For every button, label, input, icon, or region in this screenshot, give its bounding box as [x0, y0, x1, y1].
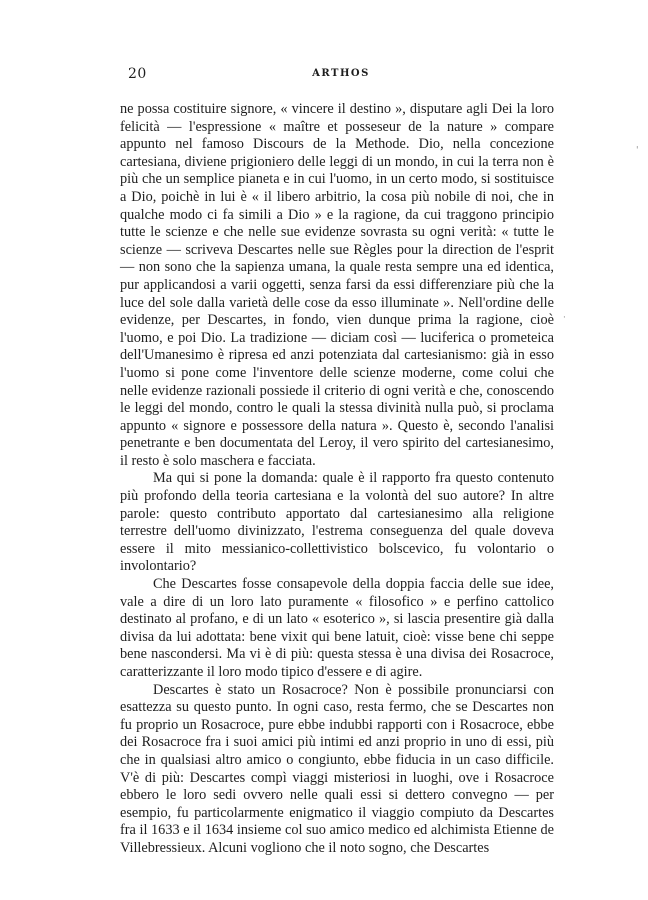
paragraph-3: Che Descartes fosse consapevole della doppia faccia delle sue idee, vale a dire di un loro lato puramente « filosofico » e perfino cattolico destinato al profano, e di un lato « esoterico », si lascia presentire già dalla divisa da lui adottata: bene vixit qui bene latuit, cioè: visse bene chi seppe bene nascondersi. Ma vi è di più: questa stessa è una divisa dei Rosacroce, caratterizzante il loro modo tipico d'essere e di agire. [120, 576, 554, 680]
page-header [128, 66, 554, 82]
paragraph-4: Descartes è stato un Rosacroce? Non è possibile pronunciarsi con esattezza su questo punto. In ogni caso, resta fermo, che se Descartes non fu proprio un Rosacroce, pure ebbe indubbi rapporti con i Rosacroce, ebbe dei Rosacroce fra i suoi amici più intimi ed anzi proprio in uno di essi, più che in qualsiasi altro amico o congiunto, ebbe fiducia in un caso difficile. V'è di più: Descartes compì viaggi misteriosi in luoghi, ove i Rosacroce ebbero le loro sedi ovvero nelle quali essi si dettero convegno — per esempio, fu particolarmente enigmatico il viaggio compiuto da Descartes fra il 1633 e il 1634 insieme col suo amico medico ed alchimista Etienne de Villebressieux. Alcuni vogliono che il noto sogno, che Descartes [120, 681, 554, 856]
scan-speck: · [563, 313, 566, 323]
page-number: 20 [128, 66, 147, 82]
paragraph-1: ne possa costituire signore, « vincere il destino », disputare agli Dei la loro felicità — l'espressione « maître et posseseur de la nature » compare appunto nel famoso Discours de la Methode. Dio, nella concezione cartesiana, diviene prigioniero delle leggi di un mondo, in cui la terra non è più che un semplice pianeta e in cui l'uomo, in un certo modo, si sostituisce a Dio, poichè in lui è « il libero arbitrio, la cosa più nobile di noi, che in qualche modo ci fa simili a Dio » e la ragione, da cui traggono principio tutte le scienze e che nelle sue evidenze sovrasta su ogni verità: « tutte le scienze — scriveva Descartes nelle sue Règles pour la direction de l'esprit — non sono che la sapienza umana, la quale resta sempre una ed identica, pur applicandosi a varii oggetti, senza farsi da essi differenziare più che la luce del sole dalla varietà delle cose da esso illuminate ». Nell'ordine delle evidenze, per Descartes, in fondo, vien dunque prima la ragione, cioè l'uomo, e poi Dio. La tradizione — diciam così — luciferica o prometeica dell'Umanesimo è ripresa ed anzi potenziata dal cartesianismo: già in esso l'uomo si pone come l'inventore delle scienze moderne, come colui che nelle evidenze razionali possiede il criterio di ogni verità e che, conoscendo le leggi del mondo, contro le quali la stessa divinità nulla può, si proclama appunto « signore e possessore della natura ». Questo è, secondo l'analisi penetrante e ben documentata del Leroy, il vero spirito del cartesianesimo, il resto è solo maschera e facciata. [120, 101, 554, 469]
running-title: ARTHOS [312, 68, 370, 79]
paragraph-2: Ma qui si pone la domanda: quale è il rapporto fra questo contenuto più profondo della teoria cartesiana e la volontà del suo autore? In altre parole: questo contributo apportato dal cartesianesimo alla religione terrestre dell'uomo divinizzato, l'estrema conseguenza del quale doveva essere il mito messianico-collettivistico bolscevico, fu volontario o involontario? [120, 470, 554, 575]
scan-edge-mark: ' [636, 146, 639, 156]
body-text [120, 101, 554, 858]
